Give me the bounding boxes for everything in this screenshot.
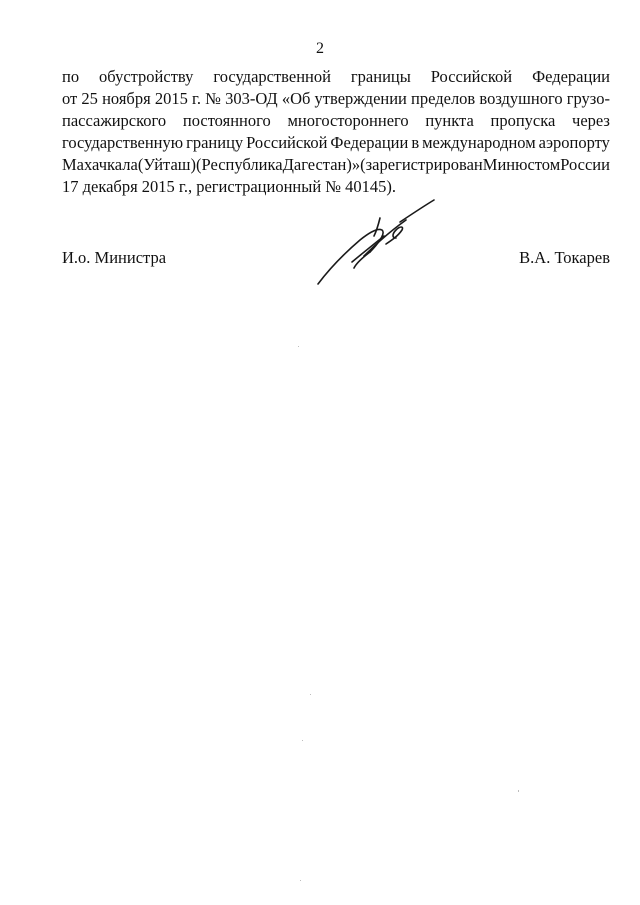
text-line-6: [62, 176, 610, 198]
word: 25: [81, 89, 98, 108]
word: границы: [350, 67, 411, 86]
word: многостороннего: [287, 111, 409, 130]
word: по: [62, 67, 80, 86]
word: №: [205, 89, 221, 108]
word: 2015: [154, 89, 188, 108]
word: через: [572, 111, 610, 130]
word: аэропорту: [538, 133, 610, 152]
word: Махачкала: [62, 155, 138, 174]
text-line-5: [62, 154, 610, 176]
word: Российской: [246, 133, 328, 152]
word: (Уйташ): [137, 155, 196, 174]
word: г.: [191, 89, 202, 108]
word: пропуска: [490, 111, 556, 130]
word: пределов: [411, 89, 476, 108]
text-line-4: [62, 132, 610, 154]
text-line-1: [62, 66, 610, 88]
word: государственную: [62, 133, 184, 152]
scan-speck: [298, 346, 299, 347]
scan-speck: [518, 790, 519, 792]
word: Российской: [430, 67, 513, 86]
word: Минюстом: [482, 155, 561, 174]
signer-name: В.А. Токарев: [519, 248, 610, 267]
word: пункта: [425, 111, 474, 130]
word: 303-ОД: [225, 89, 278, 108]
scan-speck: [302, 740, 303, 741]
page-number: 2: [316, 40, 324, 57]
word: воздушного: [479, 89, 563, 108]
text-line-2: [62, 88, 610, 110]
word: России: [560, 155, 610, 174]
body-paragraph: [62, 66, 610, 198]
word: пассажирского: [62, 111, 167, 130]
word: утверждении: [314, 89, 407, 108]
word: грузо-: [566, 89, 610, 108]
word: в: [411, 133, 420, 152]
word: обустройству: [99, 67, 194, 86]
word: (Республика: [196, 155, 283, 174]
word: постоянного: [182, 111, 271, 130]
scan-speck: [310, 694, 311, 695]
word: границу: [186, 133, 244, 152]
word: от: [62, 89, 78, 108]
text-line-3: [62, 110, 610, 132]
word: «Об: [281, 89, 311, 108]
word: (зарегистрирован: [360, 155, 483, 174]
word: международном: [422, 133, 536, 152]
word: ноября: [102, 89, 151, 108]
word: 17 декабря 2015 г., регистрационный № 40145).: [62, 177, 397, 196]
word: государственной: [213, 67, 331, 86]
word: Дагестан)»: [282, 155, 361, 174]
scan-speck: [300, 880, 301, 881]
handwritten-signature: [312, 196, 442, 292]
signer-position: И.о. Министра: [62, 248, 167, 267]
word: Федерации: [532, 67, 610, 86]
word: Федерации: [330, 133, 409, 152]
